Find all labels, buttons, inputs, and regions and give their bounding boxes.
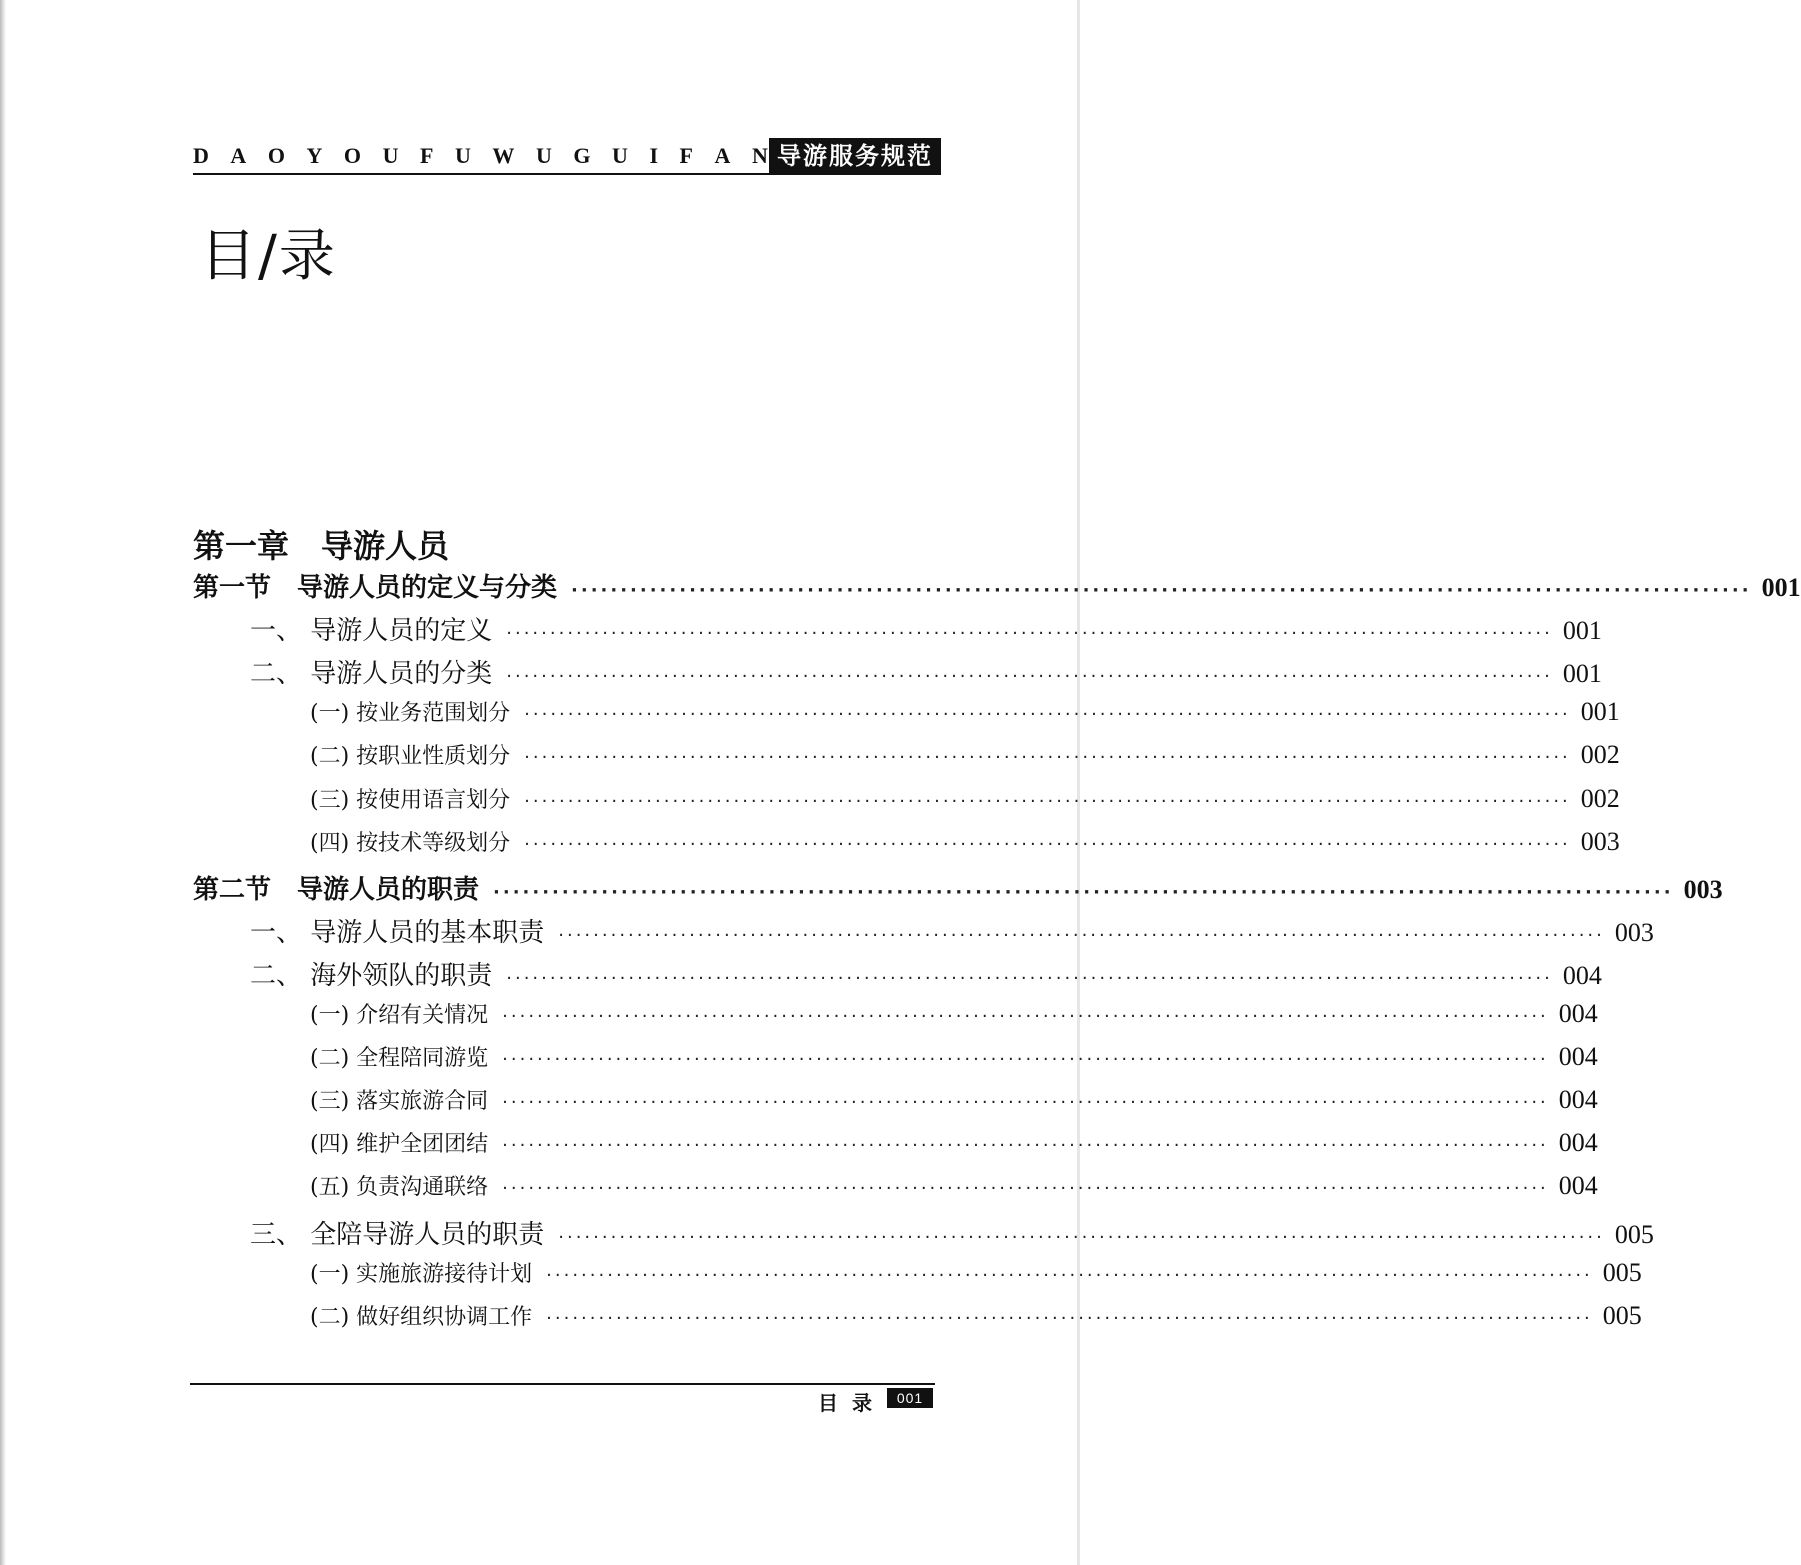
toc-dot-leader: ························································································································	[546, 1264, 1593, 1286]
toc-dot-leader: ························································································································	[502, 1135, 1549, 1157]
running-header	[193, 138, 941, 174]
toc-dot-leader: ························································································································	[493, 881, 1674, 903]
toc-entry-label: 三、 全陪导游人员的职责	[250, 1219, 545, 1250]
header-pinyin	[193, 138, 768, 174]
header-letter: A	[230, 143, 247, 168]
toc-entry-page: 005	[1602, 1300, 1642, 1330]
toc-dot-leader: ························································································································	[502, 1006, 1549, 1027]
toc-entry	[310, 1300, 1642, 1331]
toc-entry-page: 004	[1558, 1085, 1598, 1115]
header-letter: Y	[306, 143, 323, 168]
toc-entry-page: 003	[1614, 917, 1654, 947]
toc-entry-label: (三) 落实旅游合同	[310, 1089, 489, 1115]
toc-dot-leader: ························································································································	[558, 924, 1605, 946]
toc-entry-page: 005	[1602, 1257, 1642, 1287]
toc-entry-page: 001	[1580, 697, 1620, 727]
footer-page-number: 001	[887, 1388, 933, 1408]
toc-entry-page: 003	[1580, 826, 1620, 856]
toc-entry-label: (二) 按职业性质划分	[310, 744, 511, 770]
header-letter: U	[535, 143, 552, 168]
toc-entry-label: 二、 导游人员的分类	[250, 659, 493, 690]
toc-entry-page: 004	[1558, 1042, 1598, 1072]
header-letter: G	[573, 143, 591, 168]
toc-dot-leader: ························································································································	[502, 1178, 1549, 1200]
toc-dot-leader: ························································································································	[558, 1226, 1605, 1248]
toc-dot-leader: ························································································································	[524, 790, 1571, 812]
toc-dot-leader: ························································································································	[546, 1307, 1593, 1329]
toc-dot-leader: ························································································································	[524, 704, 1571, 726]
toc-entry	[310, 1257, 1642, 1288]
toc-entry-label: (二) 做好组织协调工作	[310, 1304, 533, 1330]
toc-entry	[310, 783, 1620, 814]
toc-entry	[310, 998, 1598, 1029]
toc-entry	[193, 567, 1801, 604]
toc-entry-page: 002	[1580, 740, 1620, 770]
toc-entry	[250, 955, 1602, 992]
header-letter: O	[343, 143, 362, 168]
toc-entry	[250, 653, 1602, 690]
toc-entry-label: 第一节 导游人员的定义与分类	[193, 573, 558, 603]
toc-dot-leader: ························································································································	[506, 967, 1553, 989]
toc-entry-label: (四) 维护全团团结	[310, 1132, 489, 1158]
scan-edge-right	[1077, 0, 1080, 1565]
header-letter: F	[679, 143, 693, 168]
page-title: 目/录	[200, 224, 337, 289]
toc-entry-page: 002	[1580, 783, 1620, 813]
toc-entry	[310, 696, 1620, 727]
toc-entry-label: (二) 全程陪同游览	[310, 1046, 489, 1072]
toc-entry-page: 004	[1558, 1128, 1598, 1158]
footer-label: 目录	[818, 1391, 886, 1415]
toc-entry-page: 005	[1614, 1219, 1654, 1249]
toc-entry-page: 004	[1558, 1171, 1598, 1201]
toc-entry-label: (四) 按技术等级划分	[310, 830, 511, 856]
toc-dot-leader: ························································································································	[571, 580, 1752, 601]
header-letter: W	[492, 143, 515, 168]
toc-entry-page: 001	[1562, 659, 1602, 689]
header-letter: O	[267, 143, 285, 168]
toc-dot-leader: ························································································································	[506, 666, 1553, 688]
header-letter: D	[193, 143, 209, 168]
toc-entry	[310, 1170, 1598, 1201]
toc-dot-leader: ························································································································	[502, 1049, 1549, 1071]
toc-entry-label: 二、 海外领队的职责	[250, 960, 493, 991]
toc-entry	[250, 610, 1602, 647]
toc-entry-label: (一) 按业务范围划分	[310, 701, 511, 727]
toc-entry	[250, 1214, 1654, 1251]
toc-entry-label: (一) 实施旅游接待计划	[310, 1261, 533, 1287]
toc-entry-label: (一) 介绍有关情况	[310, 1003, 489, 1028]
header-letter: U	[612, 143, 628, 168]
toc-dot-leader: ························································································································	[524, 833, 1571, 855]
toc-entry	[310, 739, 1620, 770]
header-rule	[193, 173, 941, 175]
toc-entry	[310, 826, 1620, 857]
footer-rule	[190, 1383, 935, 1385]
header-letter: U	[454, 143, 471, 168]
toc-entry-label: 一、 导游人员的定义	[250, 616, 493, 647]
header-letter: I	[649, 143, 658, 168]
toc-entry	[193, 869, 1723, 906]
header-letter: U	[382, 143, 399, 168]
toc-entry-page: 004	[1558, 999, 1598, 1028]
toc-dot-leader: ························································································································	[524, 747, 1571, 769]
header-letter: N	[751, 143, 768, 168]
toc-entry-page: 003	[1683, 874, 1723, 904]
chapter-title: 第一章 导游人员	[193, 527, 450, 565]
toc-entry	[310, 1041, 1598, 1072]
toc-entry-page: 001	[1562, 616, 1602, 646]
toc-entry-page: 001	[1761, 573, 1801, 602]
header-letter: A	[714, 143, 731, 168]
toc-entry-page: 004	[1562, 960, 1602, 990]
toc-entry	[310, 1127, 1598, 1158]
toc-entry-label: 一、 导游人员的基本职责	[250, 917, 545, 948]
toc-entry	[250, 912, 1654, 949]
toc-dot-leader: ························································································································	[506, 623, 1553, 645]
scan-edge-left	[0, 0, 6, 1565]
toc-entry-label: (三) 按使用语言划分	[310, 787, 511, 813]
toc-entry-label: 第二节 导游人员的职责	[193, 874, 480, 905]
header-book-title: 导游服务规范	[769, 138, 941, 174]
toc-entry	[310, 1084, 1598, 1115]
toc-dot-leader: ························································································································	[502, 1092, 1549, 1114]
header-letter: F	[420, 143, 434, 168]
toc-entry-label: (五) 负责沟通联络	[310, 1175, 489, 1201]
